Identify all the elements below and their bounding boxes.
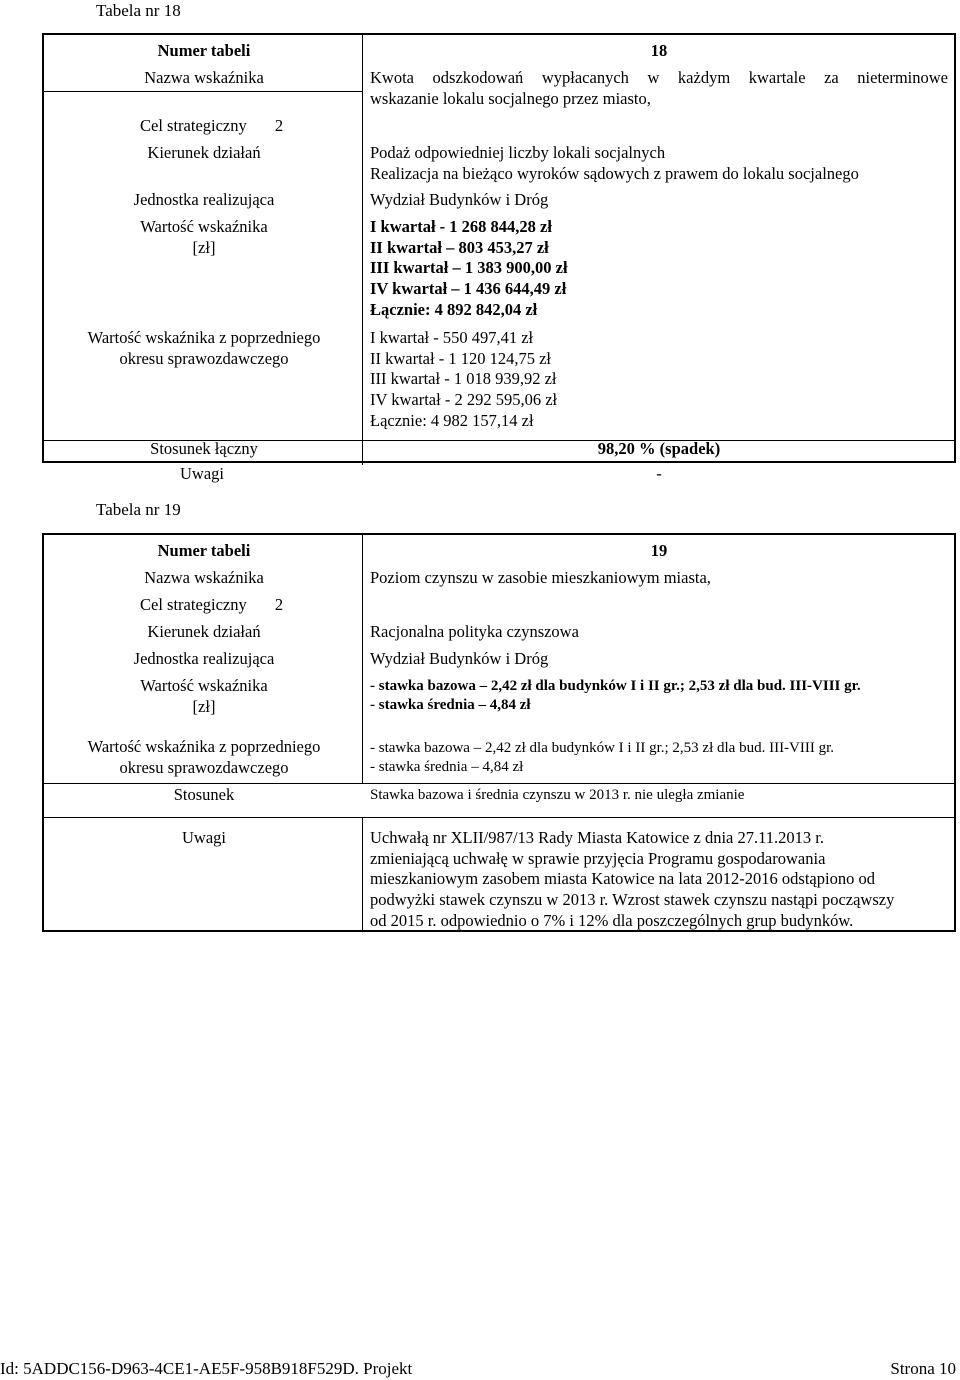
t19-wartosc-line: - stawka średnia – 4,84 zł — [370, 696, 531, 713]
t19-cel-label-text: Cel strategiczny — [140, 595, 247, 614]
t18-prev-label — [44, 328, 364, 369]
t18-prev-line: III kwartał - 1 018 939,92 zł — [370, 369, 557, 389]
footer-id: Id: 5ADDC156-D963-4CE1-AE5F-958B918F529D. Projekt — [0, 1359, 413, 1378]
table-19-caption: Tabela nr 19 — [96, 500, 181, 519]
t18-prev-line: II kwartał - 1 120 124,75 zł — [370, 348, 551, 368]
t18-wartosc-line: I kwartał - 1 268 844,28 zł — [370, 217, 552, 236]
t19-uwagi-line: mieszkaniowym zasobem miasta Katowice na lata 2012-2016 odstąpiono od — [370, 869, 875, 889]
t19-wartosc-label-line: [zł] — [192, 696, 216, 716]
t18-stosunek-value: 98,20 % (spadek) — [597, 439, 721, 458]
t19-prev-line: - stawka bazowa – 2,42 zł dla budynków I i II gr.; 2,53 zł dla bud. III-VIII gr. — [370, 740, 835, 756]
t18-jednostka-value: Wydział Budynków i Dróg — [370, 190, 549, 209]
t19-wartosc-label-line: Wartość wskaźnika — [140, 676, 268, 695]
t18-prev-line: Łącznie: 4 982 157,14 zł — [370, 410, 534, 430]
t18-nazwa-label: Nazwa wskaźnika — [144, 68, 264, 87]
t18-cel-value: 2 — [274, 116, 284, 135]
t19-uwagi-line: podwyżki stawek czynszu w 2013 r. Wzrost stawek czynszu nastąpi począwszy — [370, 889, 895, 909]
t19-prev-label-line: okresu sprawozdawczego — [119, 757, 289, 777]
t19-uwagi-line: zmieniającą uchwałę w sprawie przyjęcia Programu gospodarowania — [370, 848, 826, 868]
table-18-caption: Tabela nr 18 — [96, 1, 181, 20]
t19-uwagi-line: od 2015 r. odpowiednio o 7% i 12% dla poszczególnych grup budynków. — [370, 910, 854, 930]
t18-stosunek-label: Stosunek łączny — [150, 439, 258, 458]
t18-prev-label-line: okresu sprawozdawczego — [119, 348, 289, 368]
t19-numer-value: 19 — [650, 541, 668, 560]
t19-prev-label-line: Wartość wskaźnika z poprzedniego — [87, 737, 321, 756]
t19-prev-value — [370, 739, 948, 777]
t19-prev-label — [44, 737, 364, 778]
t19-kierunek-value: Racjonalna polityka czynszowa — [370, 622, 579, 641]
t18-jednostka-label: Jednostka realizująca — [133, 190, 275, 209]
t18-wartosc-line: III kwartał – 1 383 900,00 zł — [370, 258, 568, 278]
t18-uwagi-value: - — [656, 464, 662, 483]
t18-wartosc-label — [44, 217, 364, 258]
t18-cel-label — [140, 116, 283, 137]
t18-prev-value — [370, 328, 948, 431]
t19-wartosc-value — [370, 677, 948, 715]
row-divider — [44, 783, 954, 784]
t19-prev-line: - stawka średnia – 4,84 zł — [370, 758, 524, 775]
table-18 — [42, 33, 956, 463]
t18-nazwa-line: Kwota odszkodowań wypłacanych w każdym kwartale za nieterminowe — [370, 68, 948, 87]
t18-numer-value: 18 — [650, 41, 668, 60]
t18-wartosc-line: IV kwartał – 1 436 644,49 zł — [370, 278, 567, 298]
t19-nazwa-label: Nazwa wskaźnika — [144, 568, 264, 587]
t19-jednostka-value: Wydział Budynków i Dróg — [370, 649, 549, 668]
t18-kierunek-value — [370, 143, 948, 184]
t19-uwagi-line: Uchwałą nr XLII/987/13 Rady Miasta Katowice z dnia 27.11.2013 r. — [370, 828, 824, 847]
t18-wartosc-label-line: Wartość wskaźnika — [140, 217, 268, 236]
t18-wartosc-value — [370, 217, 948, 320]
t18-wartosc-label-line: [zł] — [192, 237, 216, 257]
t18-wartosc-line: II kwartał – 803 453,27 zł — [370, 237, 549, 257]
t19-stosunek-value: Stawka bazowa i średnia czynszu w 2013 r. nie uległa zmianie — [370, 787, 745, 803]
t19-numer-label: Numer tabeli — [157, 541, 251, 560]
t19-jednostka-label: Jednostka realizująca — [133, 649, 275, 668]
t18-numer-label: Numer tabeli — [157, 41, 251, 60]
t19-nazwa-value: Poziom czynszu w zasobie mieszkaniowym miasta, — [370, 568, 711, 587]
t18-prev-label-line: Wartość wskaźnika z poprzedniego — [87, 328, 321, 347]
t19-kierunek-label: Kierunek działań — [147, 622, 261, 641]
t19-cel-label — [140, 595, 283, 616]
t19-wartosc-line: - stawka bazowa – 2,42 zł dla budynków I i II gr.; 2,53 zł dla bud. III-VIII gr. — [370, 678, 861, 694]
t18-kierunek-line: Podaż odpowiedniej liczby lokali socjalnych — [370, 143, 666, 162]
t19-stosunek-label: Stosunek — [173, 785, 235, 804]
t19-uwagi-value — [370, 828, 948, 931]
t18-prev-line: IV kwartał - 2 292 595,06 zł — [370, 389, 558, 409]
t18-kierunek-line: Realizacja na bieżąco wyroków sądowych z prawem do lokalu socjalnego — [370, 163, 859, 183]
t18-uwagi-label: Uwagi — [180, 464, 224, 483]
row-divider — [44, 91, 362, 92]
footer-page-number: Strona 10 — [890, 1359, 956, 1378]
t18-cel-label-text: Cel strategiczny — [140, 116, 247, 135]
t18-kierunek-label: Kierunek działań — [147, 143, 261, 162]
t19-cel-value: 2 — [274, 595, 284, 614]
t19-uwagi-label: Uwagi — [182, 828, 226, 847]
t19-wartosc-label — [44, 676, 364, 717]
t18-nazwa-line: wskazanie lokalu socjalnego przez miasto, — [370, 88, 651, 108]
row-divider — [44, 817, 954, 818]
t18-prev-line: I kwartał - 550 497,41 zł — [370, 328, 534, 347]
t18-nazwa-value — [370, 68, 948, 109]
t18-wartosc-line: Łącznie: 4 892 842,04 zł — [370, 299, 538, 319]
table-19 — [42, 533, 956, 932]
